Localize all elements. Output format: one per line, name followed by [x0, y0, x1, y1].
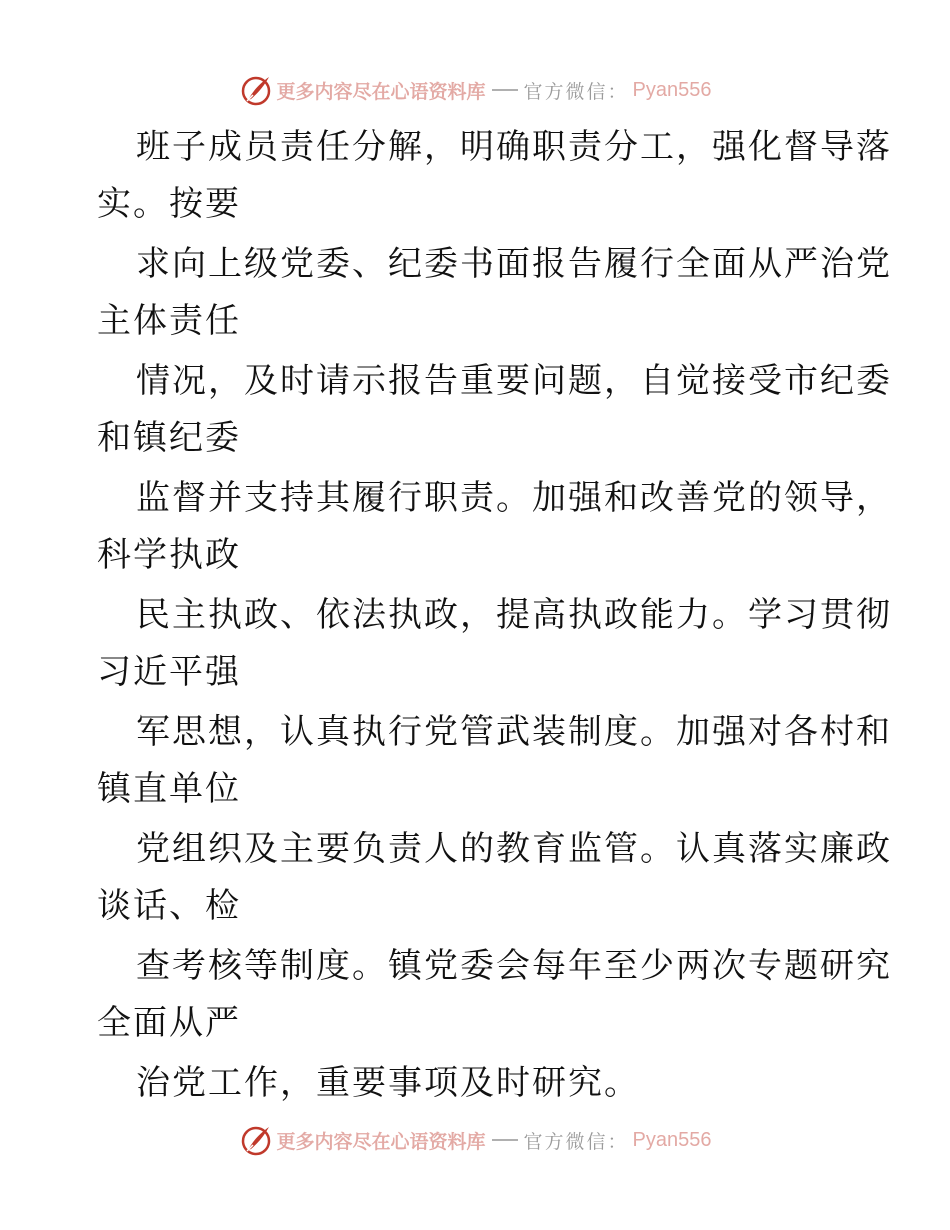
body-line: 军思想，认真执行党管武装制度。加强对各村和 — [136, 712, 892, 752]
body-line: 党组织及主要负责人的教育监管。认真落实廉政 — [136, 829, 892, 869]
body-line: 求向上级党委、纪委书面报告履行全面从严治党 — [136, 244, 892, 284]
body-line: 习近平强 — [97, 652, 241, 692]
watermark-account-id: Pyan556 — [632, 78, 712, 101]
body-line: 治党工作，重要事项及时研究。 — [136, 1063, 640, 1103]
body-line: 全面从严 — [97, 1003, 241, 1043]
feather-pen-logo-icon — [239, 73, 273, 107]
header-watermark — [0, 70, 950, 110]
body-line: 镇直单位 — [97, 769, 241, 809]
watermark-dash — [492, 1139, 518, 1141]
watermark-site-text: 更多内容尽在心语资料库 — [276, 1130, 486, 1153]
body-line: 情况，及时请示报告重要问题，自觉接受市纪委 — [136, 361, 892, 401]
body-line: 监督并支持其履行职责。加强和改善党的领导， — [136, 478, 892, 518]
body-line: 和镇纪委 — [97, 418, 241, 458]
watermark-official-label: 官方微信： — [523, 1130, 629, 1153]
body-line: 班子成员责任分解，明确职责分工，强化督导落 — [136, 127, 892, 167]
body-line: 科学执政 — [97, 535, 241, 575]
body-line: 主体责任 — [97, 301, 241, 341]
footer-watermark — [0, 1120, 950, 1160]
feather-pen-logo-icon — [239, 1123, 273, 1157]
watermark-site-text: 更多内容尽在心语资料库 — [276, 80, 486, 103]
body-line: 谈话、检 — [97, 886, 241, 926]
body-line: 实。按要 — [97, 184, 241, 224]
watermark-official-label: 官方微信： — [523, 80, 629, 103]
watermark-account-id: Pyan556 — [632, 1128, 712, 1151]
watermark-dash — [492, 89, 518, 91]
body-line: 查考核等制度。镇党委会每年至少两次专题研究 — [136, 946, 892, 986]
body-line: 民主执政、依法执政，提高执政能力。学习贯彻 — [136, 595, 892, 635]
